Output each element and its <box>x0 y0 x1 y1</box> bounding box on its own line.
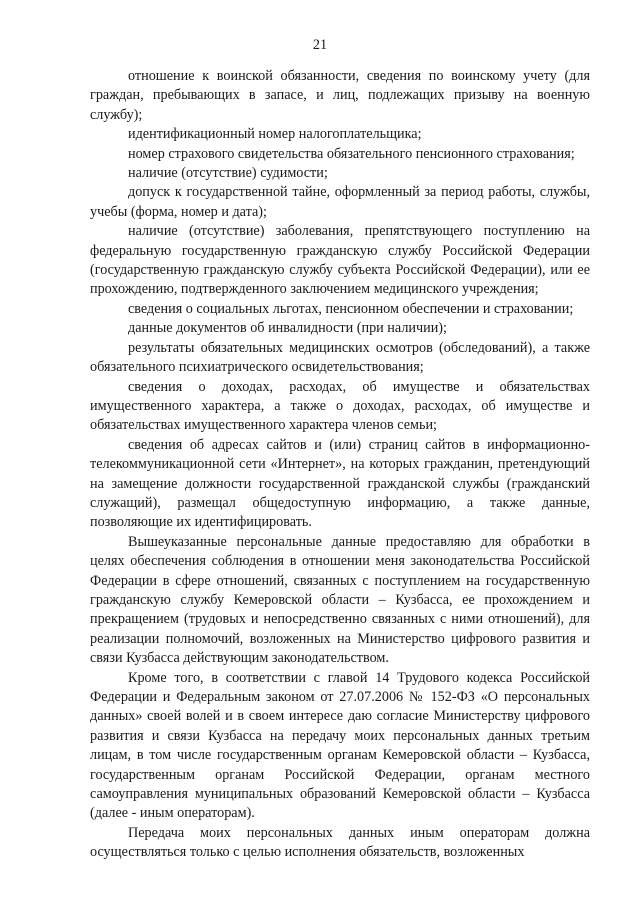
paragraph: Передача моих персональных данных иным операторам должна осуществляться только с целью исполнения обязательств, возложенных <box>90 824 590 861</box>
paragraph: наличие (отсутствие) судимости; <box>128 165 328 182</box>
paragraph: номер страхового свидетельства обязательного пенсионного страхования; <box>128 145 575 162</box>
paragraph: наличие (отсутствие) заболевания, препятствующего поступлению на федеральную государственную гражданскую службу Российской Федерации (государственную гражданскую службу субъекта Российской Федерации), или ее прохождению, подтвержденного заключением медицинского учреждения; <box>90 223 590 298</box>
document-body <box>90 67 590 863</box>
paragraph: сведения о социальных льготах, пенсионном обеспечении и страховании; <box>128 300 574 317</box>
page-number: 21 <box>312 37 328 53</box>
paragraph: Вышеуказанные персональные данные предоставляю для обработки в целях обеспечения соблюдения в отношении меня законодательства Российской Федерации в сфере отношений, связанных с поступлением на государственную гражданскую службу Кемеровской области – Кузбасса, ее прохождением и прекращением (трудовых и непосредственно связанных с ними отношений), для реализации полномочий, возложенных на Министерство цифрового развития и связи Кузбасса действующим законодательством. <box>90 533 590 667</box>
paragraph: сведения о доходах, расходах, об имуществе и обязательствах имущественного характера, а также о доходах, расходах, об имуществе и обязательствах имущественного характера членов семьи; <box>90 378 590 434</box>
paragraph: результаты обязательных медицинских осмотров (обследований), а также обязательного психиатрического освидетельствования; <box>90 339 590 376</box>
paragraph: Кроме того, в соответствии с главой 14 Трудового кодекса Российской Федерации и Федеральным законом от 27.07.2006 № 152-ФЗ «О персональных данных» своей волей и в своем интересе даю согласие Министерству цифрового развития и связи Кузбасса на передачу моих персональных данных третьим лицам, в том числе государственным органам Кемеровской области – Кузбасса, государственным органам Российской Федерации, органам местного самоуправления муниципальных образований Кемеровской области – Кузбасса (далее - иным операторам). <box>90 669 590 822</box>
paragraph: допуск к государственной тайне, оформленный за период работы, службы, учебы (форма, номер и дата); <box>90 184 590 220</box>
paragraph: отношение к воинской обязанности, сведения по воинскому учету (для граждан, пребывающих в запасе, и лиц, подлежащих призыву на военную службу); <box>90 68 590 123</box>
paragraph: данные документов об инвалидности (при наличии); <box>128 320 447 337</box>
paragraph: сведения об адресах сайтов и (или) страниц сайтов в информационно-телекоммуникационной сети «Интернет», на которых гражданин, претендующий на замещение должности государственной гражданской службы (гражданский служащий), размещал общедоступную информацию, а также данные, позволяющие их идентифицировать. <box>90 436 590 531</box>
paragraph: идентификационный номер налогоплательщика; <box>128 126 422 143</box>
